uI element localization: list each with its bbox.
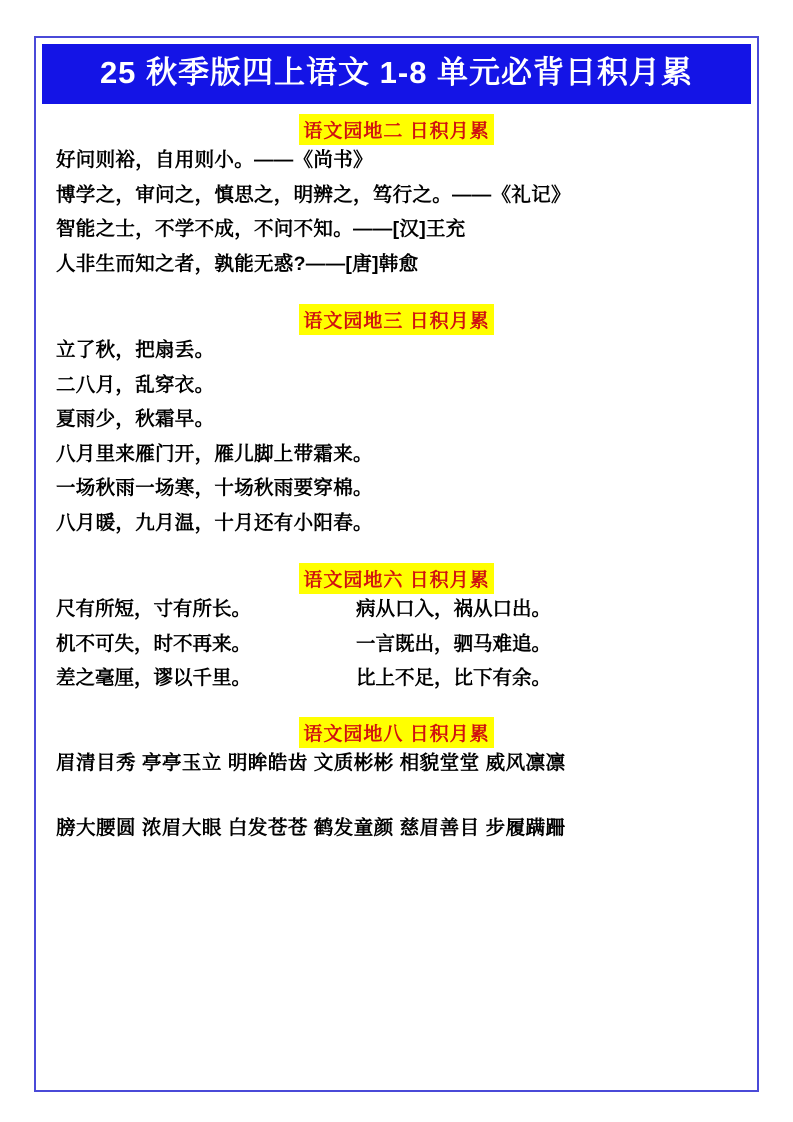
text-line: 博学之，审问之，慎思之，明辨之，笃行之。——《礼记》: [56, 183, 571, 206]
section-heading: [56, 563, 737, 594]
text-line: 二八月，乱穿衣。: [56, 373, 215, 396]
proverb-right: 一言既出，驷马难追。: [356, 632, 552, 655]
text-line: 人非生而知之者，孰能无惑?——[唐]韩愈: [56, 252, 419, 275]
section-heading: [56, 304, 737, 335]
text-line: 智能之士，不学不成，不问不知。——[汉]王充: [56, 218, 466, 241]
text-line: 八月里来雁门开，雁儿脚上带霜来。: [56, 442, 373, 465]
proverb-row: [56, 600, 737, 620]
section-heading-label: 语文园地六 日积月累: [299, 563, 493, 594]
proverb-right: 病从口入，祸从口出。: [356, 598, 552, 621]
proverb-row: [56, 632, 737, 655]
section-yuanwendi-liu: [56, 563, 737, 689]
section-heading: [56, 114, 737, 145]
proverb-left: 差之毫厘，谬以千里。: [56, 667, 252, 690]
page-title: 25 秋季版四上语文 1-8 单元必背日积月累: [42, 44, 751, 104]
text-line: 夏雨少，秋霜早。: [56, 408, 215, 431]
proverb-left: 机不可失，时不再来。: [56, 632, 252, 655]
text-line: 八月暖，九月温，十月还有小阳春。: [56, 511, 373, 534]
section-yuanwendi-san: [56, 304, 737, 533]
section-yuanwendi-er: [56, 114, 737, 274]
text-line: 一场秋雨一场寒，十场秋雨要穿棉。: [56, 477, 373, 500]
section-yuanwendi-ba: [56, 717, 737, 839]
text-line: 好问则裕，自用则小。——《尚书》: [56, 149, 373, 172]
proverb-row: [56, 669, 737, 689]
proverb-left: 尺有所短，寸有所长。: [56, 598, 252, 621]
section-heading-label: 语文园地三 日积月累: [299, 304, 493, 335]
text-line: 膀大腰圆 浓眉大眼 白发苍苍 鹤发童颜 慈眉善目 步履蹒跚: [56, 817, 566, 840]
document-body: [42, 104, 751, 1082]
section-heading-label: 语文园地二 日积月累: [299, 114, 493, 145]
text-line: 眉清目秀 亭亭玉立 明眸皓齿 文质彬彬 相貌堂堂 威风凛凛: [56, 751, 566, 774]
proverb-right: 比上不足，比下有余。: [356, 667, 552, 690]
document-frame: [34, 36, 759, 1092]
section-heading-label: 语文园地八 日积月累: [299, 717, 493, 748]
section-heading: [56, 717, 737, 748]
text-line: 立了秋，把扇丢。: [56, 339, 215, 362]
